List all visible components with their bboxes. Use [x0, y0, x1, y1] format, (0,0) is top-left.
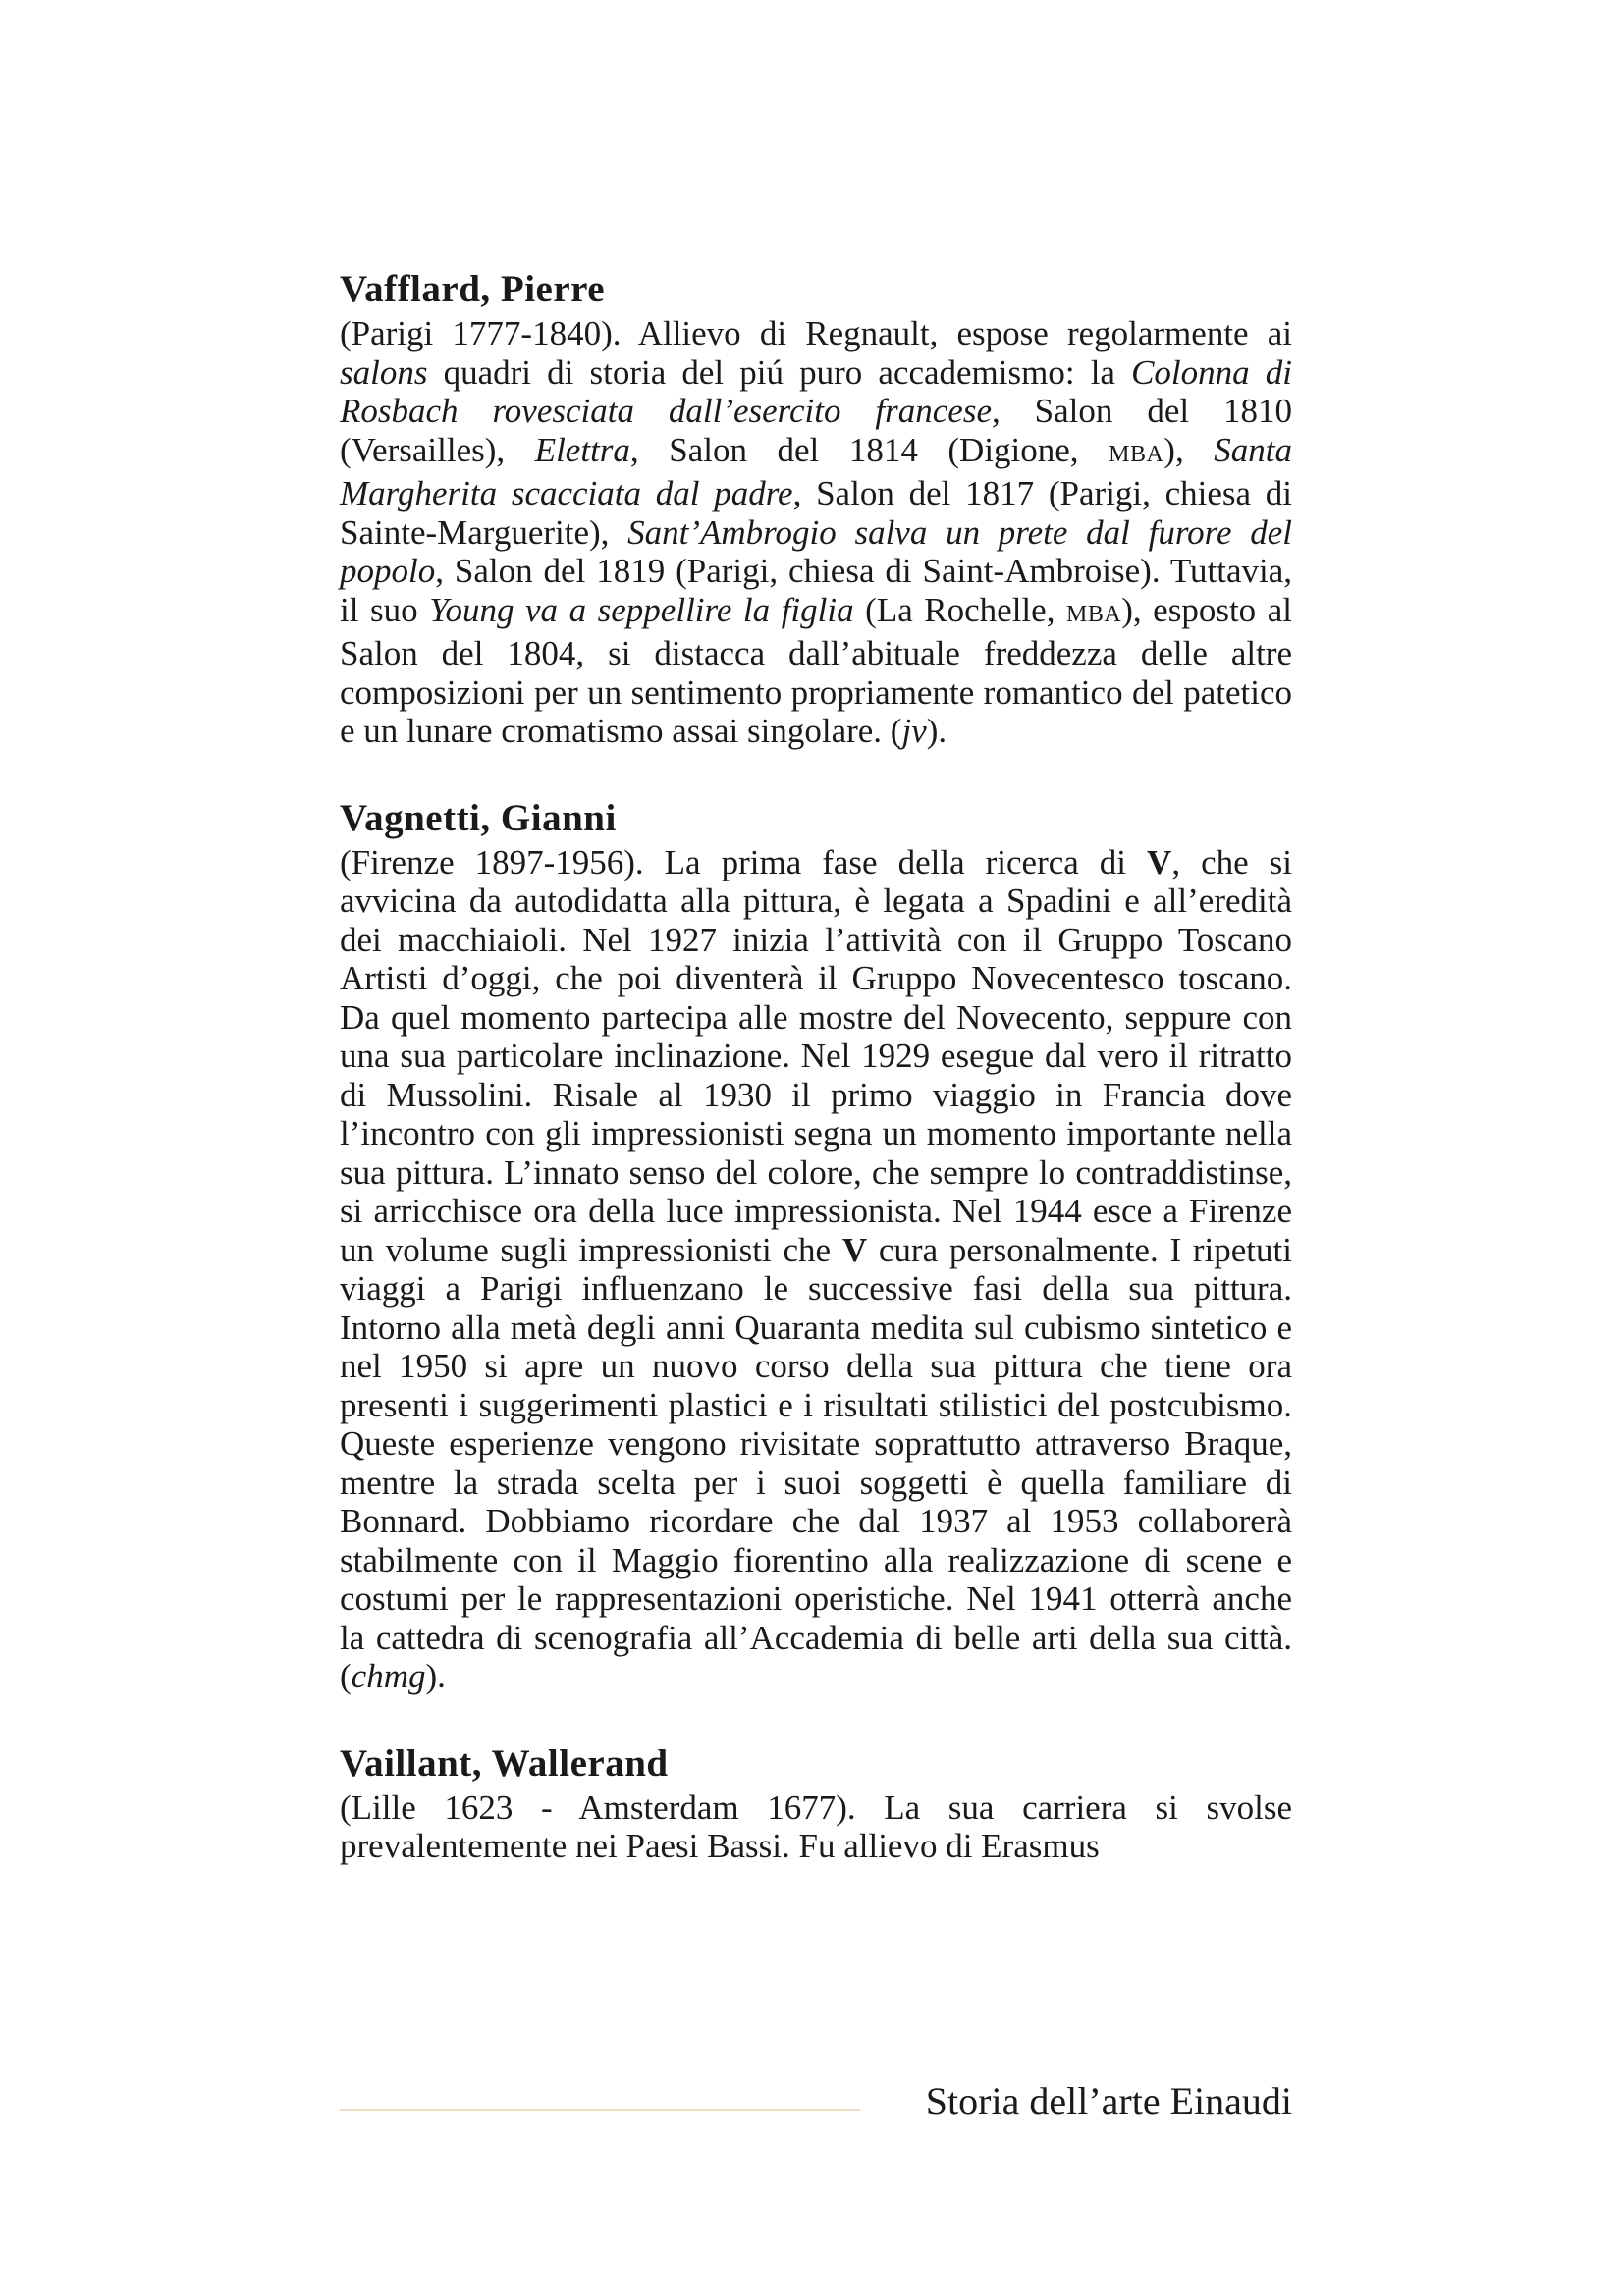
entry-body — [340, 843, 1292, 1696]
text-segment: Sant’Ambrogio salva un prete dal furore del popolo — [340, 512, 1292, 590]
text-segment: , Salon del 1810 (Versailles), — [340, 392, 1292, 469]
text-segment: , Salon del 1814 (Digione, — [629, 430, 1109, 469]
text-segment: (Firenze 1897-1956). La prima fase della ricerca di — [340, 842, 1148, 881]
text-segment: V — [841, 1230, 868, 1269]
entry-body — [340, 314, 1292, 751]
text-segment: Santa Margherita scacciata dal padre — [340, 430, 1292, 512]
text-segment: MBA — [1109, 441, 1164, 467]
text-segment: ), esposto al Salon del 1804, si distacca dall’abituale freddezza delle altre composizioni per un sentimento propriamente romantico del patetico e un lunare cromatismo assai singolare. ( — [340, 590, 1292, 750]
text-segment: quadri di storia del piú puro accademismo: la — [427, 352, 1132, 392]
text-segment: ), — [1163, 430, 1215, 469]
text-segment: (La Rochelle, — [853, 590, 1067, 629]
text-segment: V — [1147, 842, 1172, 881]
entry-body — [340, 1789, 1292, 1866]
entry-vagnetti — [340, 794, 1292, 1696]
text-segment: (Lille 1623 - Amsterdam 1677). La sua carriera si svolse prevalentemente nei Paesi Bassi. Fu allievo di Erasmus — [340, 1788, 1292, 1865]
text-segment: jv — [901, 712, 927, 750]
entry-title: Vagnetti, Gianni — [340, 796, 617, 839]
text-segment: (Parigi 1777-1840). Allievo di Regnault, espose regolarmente ai — [340, 314, 1292, 352]
entry-title: Vaillant, Wallerand — [340, 1741, 669, 1785]
text-segment: , Salon del 1819 (Parigi, chiesa di Saint-Ambroise). Tuttavia, il suo — [340, 552, 1292, 629]
entry-title: Vafflard, Pierre — [340, 268, 606, 310]
document-page — [340, 265, 1292, 1909]
text-segment: Colonna di Rosbach rovesciata dall’esercito francese — [340, 352, 1292, 430]
text-segment: salons — [340, 352, 428, 392]
text-segment: ). — [425, 1657, 446, 1695]
text-segment: Elettra — [534, 430, 630, 469]
text-segment: , che si avvicina da autodidatta alla pittura, è legata a Spadini e all’eredità dei macchiaioli. Nel 1927 inizia l’attività con il Gruppo Toscano Artisti d’oggi, che poi diventerà il Gruppo Novecentesco toscano. Da quel momento partecipa alle mostre del Novecento, seppure con una sua particolare inclinazione. Nel 1929 esegue dal vero il ritratto di Mussolini. Risale al 1930 il primo viaggio in Francia dove l’incontro con gli impressionisti segna un momento importante nella sua pittura. L’innato senso del colore, che sempre lo contraddistinse, si arricchisce ora della luce impressionista. Nel 1944 esce a Firenze un volume sugli impressionisti che — [340, 842, 1292, 1269]
text-segment: Young va a seppellire la figlia — [429, 590, 854, 629]
entry-vaillant — [340, 1739, 1292, 1866]
text-segment: , Salon del 1817 (Parigi, chiesa di Sainte-Marguerite), — [340, 474, 1292, 552]
text-segment: cura personalmente. I ripetuti viaggi a Parigi influenzano le successive fasi della sua pittura. Intorno alla metà degli anni Quaranta medita sul cubismo sintetico e nel 1950 si apre un nuovo corso della sua pittura che tiene ora presenti i suggerimenti plastici e i risultati stilistici del postcubismo. Queste esperienze vengono rivisitate soprattutto attraverso Braque, mentre la strada scelta per i suoi soggetti è quella familiare di Bonnard. Dobbiamo ricordare che dal 1937 al 1953 collaborerà stabilmente con il Maggio fiorentino alla realizzazione di scene e costumi per le rappresentazioni operistiche. Nel 1941 otterrà anche la cattedra di scenografia all’Accademia di belle arti della sua città. ( — [340, 1230, 1292, 1695]
text-segment: MBA — [1066, 601, 1122, 627]
footer-publisher: Storia dell’arte Einaudi — [925, 2079, 1292, 2123]
text-segment: chmg — [351, 1657, 426, 1695]
text-segment: ). — [926, 712, 947, 750]
footer-rule — [340, 2109, 860, 2111]
entry-vafflard — [340, 265, 1292, 751]
page-footer — [340, 2077, 1292, 2126]
